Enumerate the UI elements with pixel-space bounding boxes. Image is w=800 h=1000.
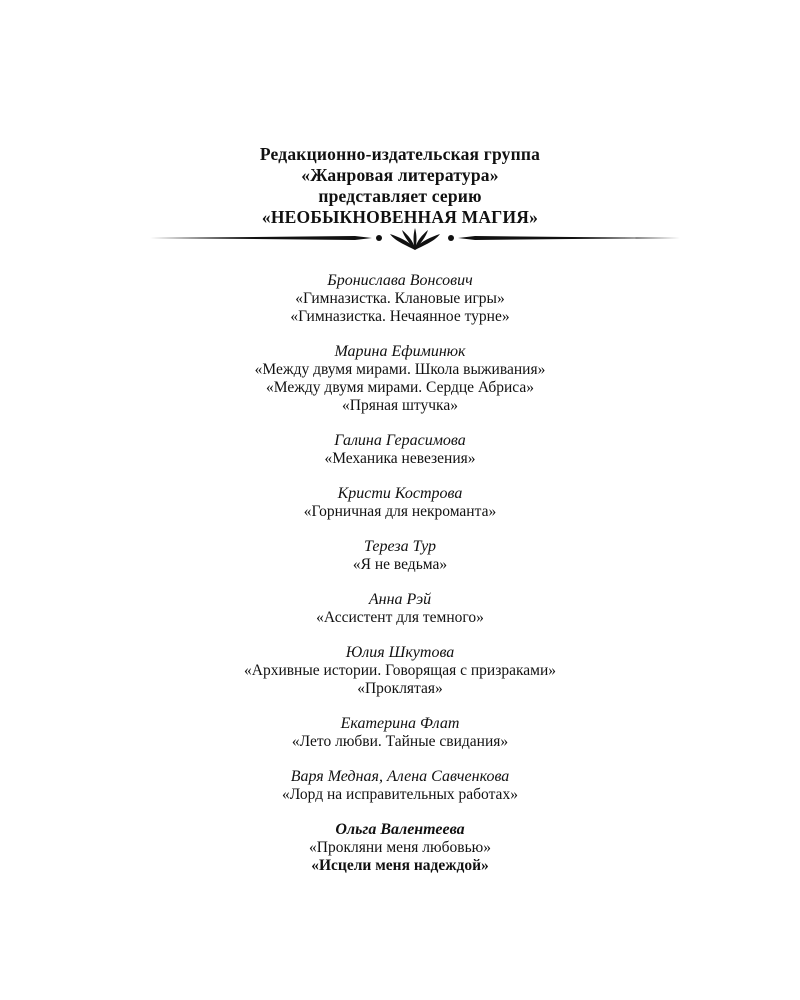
list-item [0, 591, 800, 627]
author-name: Екатерина Флат [340, 715, 460, 732]
list-item [0, 432, 800, 468]
author-name: Анна Рэй [368, 591, 432, 608]
author-name: Галина Герасимова [334, 432, 466, 449]
book-title: «Я не ведьма» [352, 556, 448, 573]
book-title: «Лорд на исправительных работах» [282, 786, 518, 803]
list-item [0, 644, 800, 698]
book-title: «Между двумя мирами. Сердце Абриса» [266, 379, 534, 396]
book-title: «Прокляни меня любовью» [309, 839, 491, 856]
list-item [0, 272, 800, 326]
book-title: «Горничная для некроманта» [303, 503, 497, 520]
book-title: «Архивные истории. Говорящая с призраками» [244, 662, 556, 679]
series-title: «НЕОБЫКНОВЕННАЯ МАГИЯ» [261, 207, 539, 227]
list-item [0, 485, 800, 521]
list-item [0, 821, 800, 875]
book-title: «Гимназистка. Клановые игры» [295, 290, 505, 307]
book-title: «Между двумя мирами. Школа выживания» [254, 361, 546, 378]
list-item [0, 715, 800, 751]
list-item [0, 343, 800, 415]
book-title: «Механика невезения» [324, 450, 476, 467]
book-title: «Исцели меня надеждой» [311, 857, 489, 874]
books-list [0, 272, 800, 892]
publisher-line: Редакционно-издательская группа [259, 144, 541, 164]
book-title: «Лето любви. Тайные свидания» [291, 733, 509, 750]
book-title: «Ассистент для темного» [316, 609, 484, 626]
author-name: Ольга Валентеева [335, 821, 465, 838]
series-header [0, 144, 800, 228]
ornament-divider [150, 226, 680, 252]
author-name: Юлия Шкутова [345, 644, 455, 661]
author-name: Бронислава Вонсович [327, 272, 473, 289]
list-item [0, 538, 800, 574]
list-item [0, 768, 800, 804]
book-title: «Пряная штучка» [342, 397, 458, 414]
author-name: Кристи Кострова [337, 485, 463, 502]
author-name: Тереза Тур [364, 538, 436, 555]
author-name: Варя Медная, Алена Савченкова [290, 768, 510, 785]
presents-line: представляет серию [318, 186, 482, 206]
author-name: Марина Ефиминюк [334, 343, 466, 360]
book-title: «Проклятая» [357, 680, 443, 697]
book-title: «Гимназистка. Нечаянное турне» [290, 308, 510, 325]
imprint-line: «Жанровая литература» [301, 165, 499, 185]
